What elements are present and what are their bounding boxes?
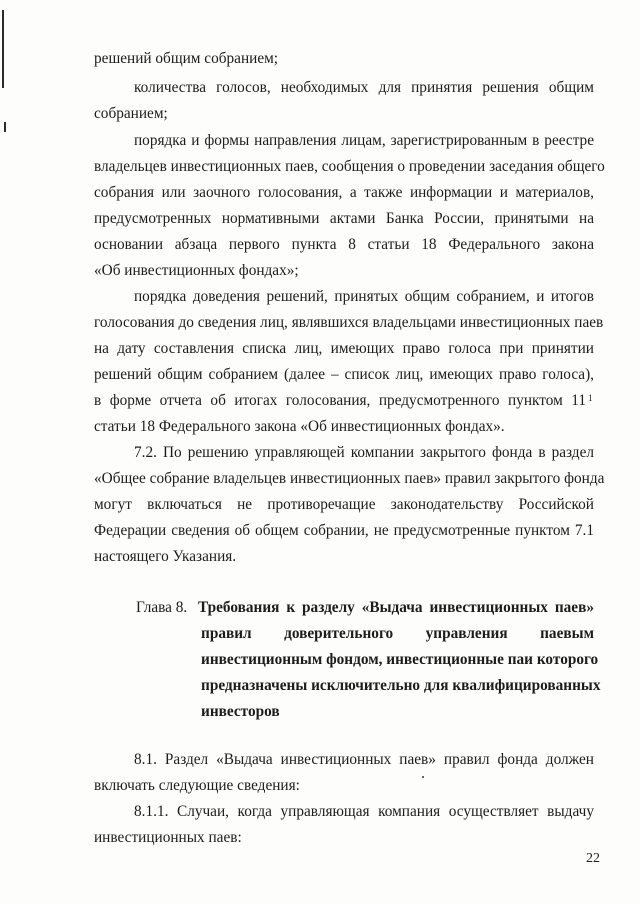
text-line: голосования до сведения лиц, являвшихся владельцами инвестиционных паев [94,314,604,331]
scan-edge-mark [4,122,6,132]
text-line: решений общим собранием (далее – список лиц, имеющих право голоса), [94,366,594,383]
chapter-title-line: инвестиционным фондом, инвестиционные паи которого [201,651,599,668]
text-line-content: в форме отчета об итогах голосования, предусмотренного пунктом 11 [94,392,586,409]
text-line: Федерации сведения об общем собрании, не предусмотренные пунктом 7.1 [94,522,594,539]
text-line [94,391,586,411]
text-line: могут включаться не противоречащие законодательству Российской [94,496,594,513]
text-line: статьи 18 Федерального закона «Об инвестиционных фондах». [94,418,505,435]
text-line: собранием; [94,105,168,122]
footnote-superscript: 1 [588,393,593,403]
scan-speck [422,776,424,778]
text-line: 8.1.1. Случаи, когда управляющая компания осуществляет выдачу [134,803,594,820]
chapter-title-line: инвесторов [201,703,280,720]
page-number: 22 [586,851,600,866]
text-line: владельцев инвестиционных паев, сообщения о проведении заседания общего [94,158,605,175]
chapter-label: Глава 8. [136,599,188,616]
text-line: включать следующие сведения: [94,777,300,794]
text-line: на дату составления списка лиц, имеющих право голоса при принятии [94,340,594,357]
chapter-title-line: Требования к разделу «Выдача инвестиционных паев» [198,599,594,616]
chapter-title-line: правил доверительного управления паевым [201,625,594,642]
text-line: количества голосов, необходимых для принятия решения общим [134,79,594,96]
text-line: 7.2. По решению управляющей компании закрытого фонда в раздел [134,444,594,461]
text-line: «Об инвестиционных фондах»; [94,262,299,279]
chapter-title-line: предназначены исключительно для квалифицированных [201,677,601,694]
text-line: основании абзаца первого пункта 8 статьи 18 Федерального закона [94,236,594,253]
text-line: инвестиционных паев: [94,829,242,846]
text-line: порядка доведения решений, принятых общим собранием, и итогов [134,288,594,305]
text-line: решений общим собранием; [94,50,279,67]
text-line: порядка и формы направления лицам, зарегистрированным в реестре [134,132,594,149]
scan-edge-mark [2,10,4,88]
text-line: 8.1. Раздел «Выдача инвестиционных паев» правил фонда должен [134,751,594,768]
text-line: «Общее собрание владельцев инвестиционных паев» правил закрытого фонда [94,470,605,487]
text-line: собрания или заочного голосования, а также информации и материалов, [94,184,594,201]
text-line: настоящего Указания. [94,548,237,565]
text-line: предусмотренных нормативными актами Банка России, принятыми на [94,210,594,227]
